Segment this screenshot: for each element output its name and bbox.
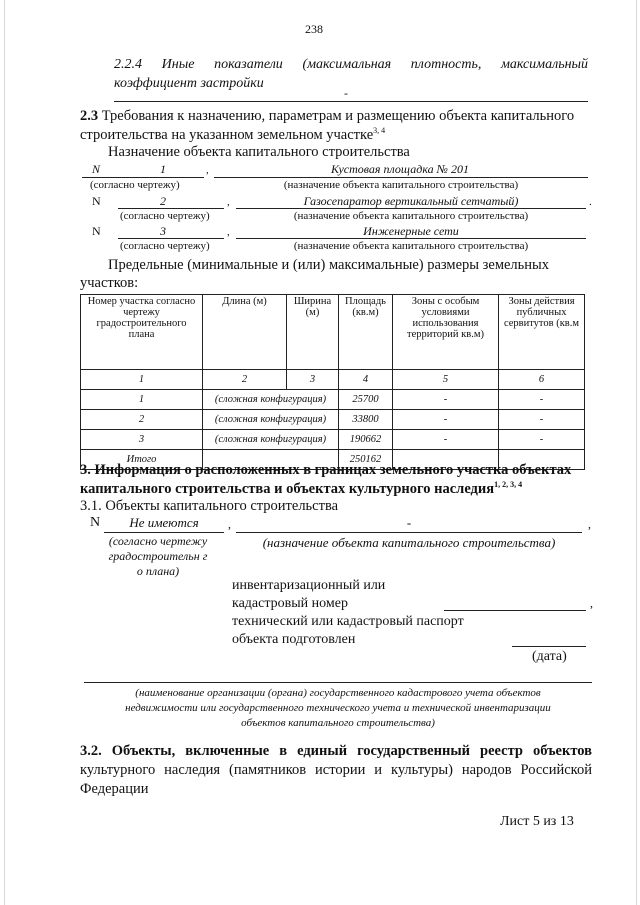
inventory-line1: инвентаризационный или [232, 578, 386, 593]
section-31-left-note [90, 534, 226, 579]
inventory-comma: , [590, 596, 593, 610]
table-header-cell: Зоны действия публичных сервитутов (кв.м [499, 295, 585, 370]
table-header-cell: Зоны с особым условиями использования территорий кв.м) [393, 295, 499, 370]
org-note-line: (наименование организации (органа) государственного кадастрового учета объектов [135, 687, 541, 699]
table-cell: (сложная конфигурация) [203, 390, 339, 410]
table-cell: - [393, 390, 499, 410]
table-header-cell: Длина (м) [203, 295, 287, 370]
plots-table [80, 294, 585, 470]
section-224-heading: 2.2.4 Иные показатели (максимальная плотность, максимальный коэффициент застройки [114, 57, 588, 91]
section-23-title-line2 [80, 126, 385, 144]
item2-num-line [118, 208, 224, 209]
purpose-label: Назначение объекта капитального строительства [108, 144, 410, 160]
section-32-line3: Федерации [80, 781, 149, 797]
section-224-underline [114, 101, 588, 102]
limits-line1: Предельные (минимальные и (или) максимальные) размеры земельных [108, 257, 550, 273]
section-31-end-comma: , [588, 517, 591, 531]
section-31-purpose-line [236, 532, 582, 533]
page-number: 238 [305, 22, 323, 36]
left-note-line: (согласно чертежу [108, 534, 208, 548]
item1-value: Кустовая площадка № 201 [331, 162, 469, 176]
table-header-cell: Ширина (м) [287, 295, 339, 370]
table-cell: 25700 [339, 390, 393, 410]
section-23-title-text2: строительства на указанном земельном участке [80, 126, 374, 143]
item2-sub-left: (согласно чертежу) [120, 210, 210, 222]
item2-value: Газосепаратор вертикальный сетчатый) [303, 194, 519, 208]
item3-value: Инженерные сети [363, 224, 459, 238]
scan-edge-right [636, 0, 637, 905]
left-note-line: о плана) [136, 564, 180, 578]
item2-value-line [236, 208, 586, 209]
section-3-title-text: капитального строительства и объектах культурного наследия [80, 480, 495, 497]
table-cell: (сложная конфигурация) [203, 410, 339, 430]
organization-line [84, 682, 592, 683]
org-note-line: объектов капитального строительства) [241, 717, 435, 729]
inventory-number-line [444, 610, 586, 611]
left-note-line: градостроительн г [108, 549, 208, 563]
table-colnum-row [81, 370, 585, 390]
section-3-title-line2 [80, 480, 522, 498]
table-cell: 1 [81, 390, 203, 410]
section-32 [80, 742, 592, 799]
table-header-cell: Площадь (кв.м) [339, 295, 393, 370]
table-cell: (сложная конфигурация) [203, 430, 339, 450]
org-note-line: недвижимости или государственного технического учета и технической инвентаризации [125, 702, 551, 714]
table-total-value: 250162 [339, 450, 393, 470]
table-colnum: 2 [203, 370, 287, 390]
item3-num: 3 [160, 224, 166, 238]
item3-sub-right: (назначение объекта капитального строительства) [293, 240, 529, 252]
item3-comma: , [227, 226, 230, 238]
item1-comma: , [206, 164, 209, 176]
table-header-row [81, 295, 585, 370]
passport-line1: технический или кадастровый паспорт [232, 614, 464, 629]
table-total-label: Итого [81, 450, 203, 470]
item1-n: N [92, 162, 101, 176]
sheet-counter: Лист 5 из 13 [500, 814, 574, 829]
section-32-line2: культурного наследия (памятников истории и культуры) народов Российской [80, 762, 592, 778]
item1-num-line [82, 177, 204, 178]
item2-sub-right: (назначение объекта капитального строительства) [293, 210, 529, 222]
scan-edge-left [4, 0, 5, 905]
item1-sub-left: (согласно чертежу) [90, 179, 180, 191]
item2-num: 2 [160, 194, 166, 208]
limits-line2: участков: [80, 275, 139, 291]
table-cell: - [393, 410, 499, 430]
section-31-none-line [104, 532, 224, 533]
section-32-line1 [80, 742, 592, 761]
section-23-title-line1 [80, 108, 574, 125]
section-32-line1-text: 3.2. Объекты, включенные в единый государственный реестр объектов [80, 743, 592, 759]
table-cell: 190662 [339, 430, 393, 450]
table-cell: - [499, 410, 585, 430]
section-3-title-line1: 3. Информация о расположенных в границах земельного участка объектах [80, 462, 572, 478]
item2-end-dot: . [589, 196, 592, 208]
table-cell: - [393, 430, 499, 450]
date-label: (дата) [532, 649, 567, 664]
section-31-comma: , [228, 517, 231, 531]
section-31-n: N [90, 515, 101, 530]
section-23-footnote: 3, 4 [373, 126, 386, 135]
section-31-none: Не имеются [129, 515, 199, 530]
item1-value-line [214, 177, 588, 178]
section-224-value: - [344, 86, 348, 100]
table-colnum: 5 [393, 370, 499, 390]
item1-sub-right: (назначение объекта капитального строительства) [283, 179, 519, 191]
inventory-line2: кадастровый номер [232, 596, 348, 611]
table-cell: 2 [81, 410, 203, 430]
item3-value-line [236, 238, 586, 239]
item2-comma: , [227, 196, 230, 208]
table-row [81, 410, 585, 430]
item2-n: N [92, 194, 101, 208]
organization-note [84, 686, 592, 731]
section-3-footnote: 1, 2, 3, 4 [494, 480, 523, 489]
date-line [512, 646, 586, 647]
item3-sub-left: (согласно чертежу) [120, 240, 210, 252]
table-cell: - [499, 430, 585, 450]
section-23-title-text: Требования к назначению, параметрам и размещению объекта капитального [101, 108, 575, 124]
table-row [81, 390, 585, 410]
passport-line2: объекта подготовлен [232, 632, 356, 647]
section-31-title: 3.1. Объекты капитального строительства [80, 498, 339, 514]
section-31-right-note: (назначение объекта капитального строительства) [262, 535, 556, 550]
item3-n: N [92, 224, 101, 238]
table-cell: 33800 [339, 410, 393, 430]
table-colnum: 3 [287, 370, 339, 390]
item3-num-line [118, 238, 224, 239]
table-cell: 3 [81, 430, 203, 450]
item1-num: 1 [160, 162, 166, 176]
table-cell: - [499, 390, 585, 410]
section-31-purpose: - [406, 515, 412, 530]
table-row [81, 430, 585, 450]
table-colnum: 6 [499, 370, 585, 390]
section-23-number: 2.3 [80, 108, 99, 124]
table-colnum: 1 [81, 370, 203, 390]
table-header-cell: Номер участка согласно чертежу градостроительного плана [81, 295, 203, 370]
table-colnum: 4 [339, 370, 393, 390]
